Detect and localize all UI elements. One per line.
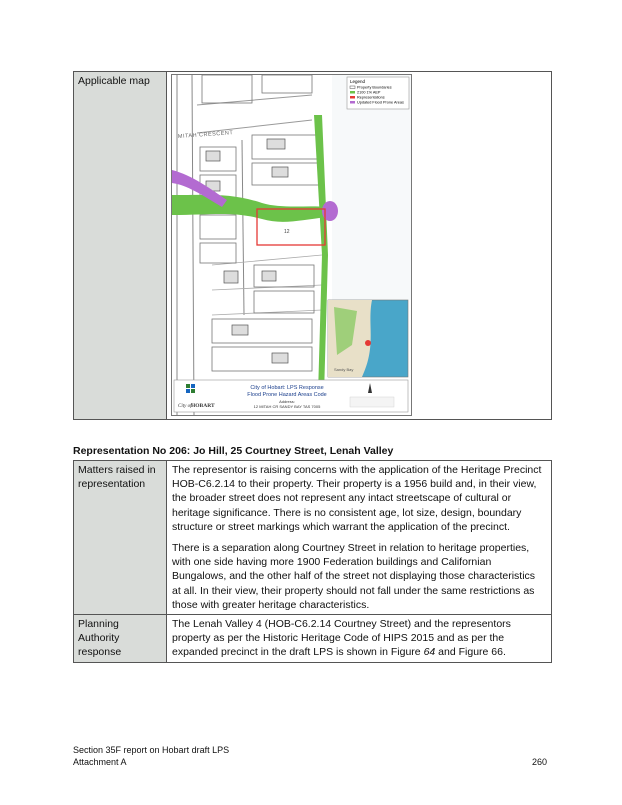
response-text: The Lenah Valley 4 (HOB-C6.2.14 Courtney Street) and the representors property as per the Historic Heritage Code of HIPS 2015 and as per the expanded precinct in the draft LPS is shown in Figure	[172, 618, 511, 659]
representation-table	[73, 460, 552, 663]
matters-paragraph-1: The representor is raising concerns with the application of the Heritage Precinct HOB-C6.2.14 to their property. Their property is a 1956 build and, in their view, the broader street does not represent any intact streetscape of cultural or heritage significance. There is no consistent age, lot size, design, boundary structure or street markings which warrant the application of the precinct.	[172, 464, 542, 533]
inset-locality: Sandy Bay	[334, 367, 354, 372]
disclaimer-box	[350, 397, 394, 407]
figure-ref-64: 64	[423, 646, 436, 659]
map-title-line1: City of Hobart: LPS Response	[250, 385, 324, 391]
street-label: MITAH CRESCENT	[177, 130, 234, 140]
footer-line1: Section 35F report on Hobart draft LPS	[73, 745, 230, 755]
map-drawing	[172, 75, 411, 415]
council-prefix: City of	[178, 404, 192, 409]
lot-number: 12	[284, 229, 290, 235]
response-text-end: and Figure 66.	[435, 646, 506, 659]
footer-line2: Attachment A	[73, 757, 127, 767]
applicable-map-table	[73, 71, 552, 420]
page-number: 260	[532, 757, 548, 767]
matters-paragraph-2: There is a separation along Courtney Street in relation to heritage properties, with one side having more 1900 Federation buildings and Californian Bungalows, and the other half of the street not displaying those characteristics at all. In their view, their property should not fall under the same restrictions as those with greater heritage characteristics.	[172, 542, 536, 611]
legend-title: Legend	[350, 79, 366, 84]
legend-item-aep: 2100 1% AEP	[357, 90, 381, 95]
flood-map	[171, 74, 412, 416]
address-value: 12 MITAH CR SANDY BAY TAS 7005	[253, 404, 321, 409]
response-label: Planning Authority response	[74, 615, 167, 663]
council-name: HOBART	[191, 403, 215, 409]
map-title-line2: Flood Prone Hazard Areas Code	[247, 392, 327, 398]
matters-label: Matters raised in representation	[74, 461, 167, 615]
applicable-map-label: Applicable map	[74, 72, 167, 420]
address-label: Address:	[279, 399, 295, 404]
legend-item-representations: Representations	[357, 95, 385, 100]
response-paragraph	[172, 617, 546, 660]
legend-item-boundaries: Property Boundaries	[357, 85, 392, 90]
representation-heading: Representation No 206: Jo Hill, 25 Courtney Street, Lenah Valley	[73, 445, 394, 457]
legend-item-updated: Updated Flood Prone Areas	[357, 100, 404, 105]
